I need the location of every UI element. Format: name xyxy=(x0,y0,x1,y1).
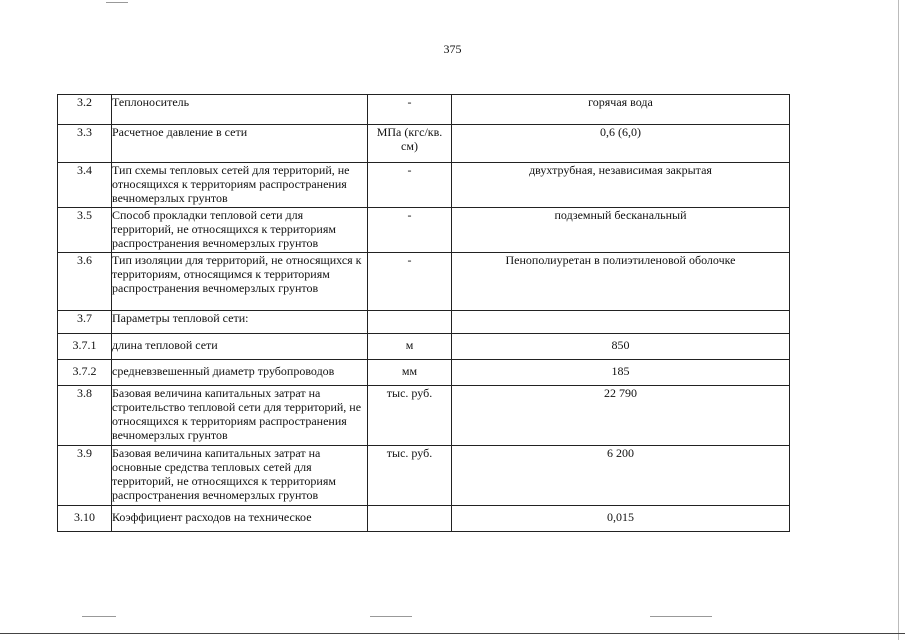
table-row xyxy=(58,311,790,334)
top-scan-line xyxy=(106,2,128,3)
row-parameter: Расчетное давление в сети xyxy=(112,125,368,163)
row-value: 22 790 xyxy=(452,386,790,446)
row-parameter: средневзвешенный диаметр трубопроводов xyxy=(112,360,368,386)
row-parameter: Базовая величина капитальных затрат на строительство тепловой сети для территорий, не относящихся к территориям распространения вечномерзлых грунтов xyxy=(112,386,368,446)
row-number: 3.10 xyxy=(58,506,112,532)
table-row xyxy=(58,163,790,208)
table-row xyxy=(58,208,790,253)
table-row xyxy=(58,334,790,360)
row-value: 185 xyxy=(452,360,790,386)
row-parameter: Способ прокладки тепловой сети для территорий, не относящихся к территориям распространения вечномерзлых грунтов xyxy=(112,208,368,253)
row-number: 3.7 xyxy=(58,311,112,334)
row-unit: м xyxy=(368,334,452,360)
row-number: 3.9 xyxy=(58,446,112,506)
row-value xyxy=(452,311,790,334)
scan-artifact xyxy=(82,616,116,617)
row-unit: тыс. руб. xyxy=(368,386,452,446)
row-number: 3.6 xyxy=(58,253,112,311)
row-value: 850 xyxy=(452,334,790,360)
row-parameter: Тип изоляции для территорий, не относящихся к территориям, относящимся к территориям распространения вечномерзлых грунтов xyxy=(112,253,368,311)
row-unit: тыс. руб. xyxy=(368,446,452,506)
page-edge-line xyxy=(898,0,899,640)
table-row xyxy=(58,125,790,163)
row-number: 3.7.2 xyxy=(58,360,112,386)
row-parameter: длина тепловой сети xyxy=(112,334,368,360)
row-number: 3.8 xyxy=(58,386,112,446)
row-unit: МПа (кгс/кв. см) xyxy=(368,125,452,163)
row-parameter: Базовая величина капитальных затрат на основные средства тепловых сетей для территорий, не относящихся к территориям распространения вечномерзлых грунтов xyxy=(112,446,368,506)
row-value: 0,015 xyxy=(452,506,790,532)
row-unit: - xyxy=(368,208,452,253)
row-number: 3.2 xyxy=(58,95,112,125)
scan-artifact xyxy=(650,616,712,617)
row-unit xyxy=(368,506,452,532)
table-row xyxy=(58,95,790,125)
row-parameter: Тип схемы тепловых сетей для территорий, не относящихся к территориям распространения вечномерзлых грунтов xyxy=(112,163,368,208)
row-unit: - xyxy=(368,95,452,125)
row-number: 3.3 xyxy=(58,125,112,163)
row-value: горячая вода xyxy=(452,95,790,125)
page-number: 375 xyxy=(443,42,462,56)
scan-artifact xyxy=(370,616,412,617)
row-parameter: Коэффициент расходов на техническое xyxy=(112,506,368,532)
row-parameter: Параметры тепловой сети: xyxy=(112,311,368,334)
row-number: 3.5 xyxy=(58,208,112,253)
table-row xyxy=(58,506,790,532)
spec-table xyxy=(57,94,790,532)
row-value: двухтрубная, независимая закрытая xyxy=(452,163,790,208)
row-unit: мм xyxy=(368,360,452,386)
table-row xyxy=(58,446,790,506)
row-value: подземный бесканальный xyxy=(452,208,790,253)
table-row xyxy=(58,386,790,446)
row-number: 3.4 xyxy=(58,163,112,208)
row-unit xyxy=(368,311,452,334)
row-value: 6 200 xyxy=(452,446,790,506)
row-parameter: Теплоноситель xyxy=(112,95,368,125)
row-unit: - xyxy=(368,253,452,311)
row-number: 3.7.1 xyxy=(58,334,112,360)
row-value: Пенополиуретан в полиэтиленовой оболочке xyxy=(452,253,790,311)
table-row xyxy=(58,253,790,311)
bottom-scan-line xyxy=(0,633,905,634)
row-value: 0,6 (6,0) xyxy=(452,125,790,163)
table-row xyxy=(58,360,790,386)
row-unit: - xyxy=(368,163,452,208)
